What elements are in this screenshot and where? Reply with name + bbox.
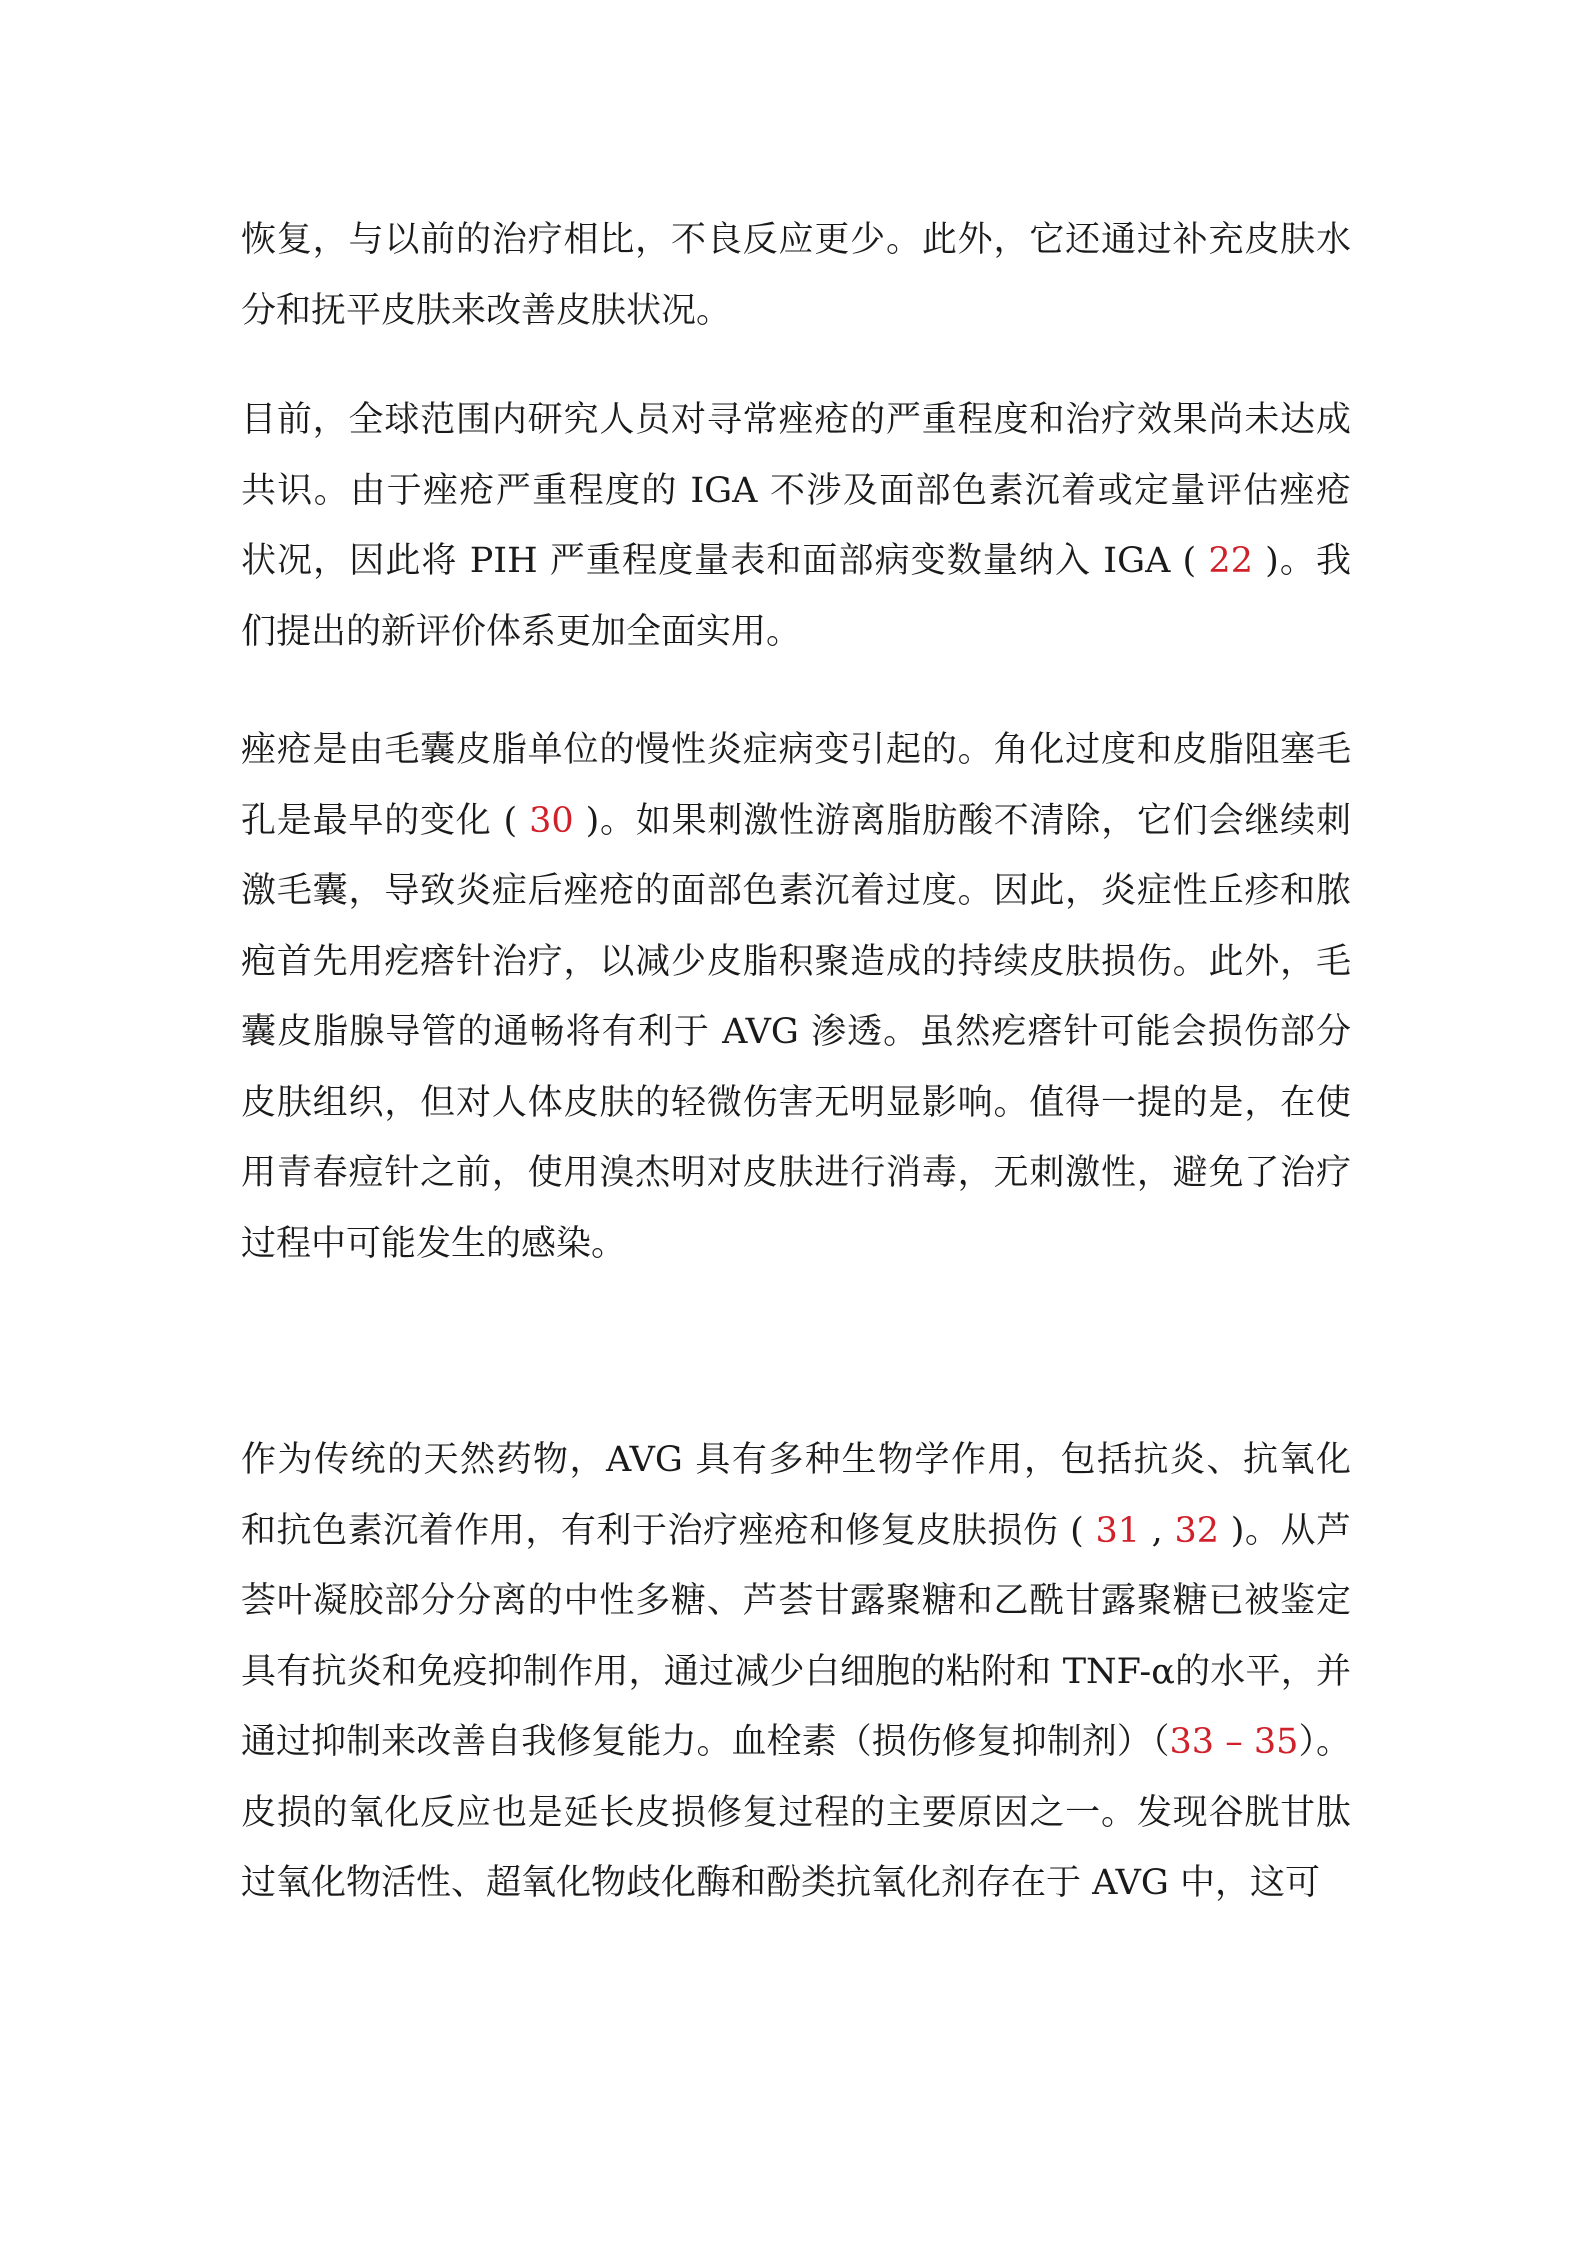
text-segment: 具有抗炎和免疫抑制作用，通过减少白细胞的粘附和 TNF-α的水平，并 — [241, 1651, 1351, 1692]
text-segment: 痤疮是由毛囊皮脂单位的慢性炎症病变引起的。角化过度和皮脂阻塞毛 — [241, 730, 1351, 770]
text-line — [241, 856, 1351, 926]
text-segment: 激毛囊，导致炎症后痤疮的面部色素沉着过度。因此，炎症性丘疹和脓 — [241, 871, 1351, 911]
text-segment: )。如果刺激性游离脂肪酸不清除，它们会继续刺 — [573, 800, 1351, 841]
text-line — [241, 997, 1351, 1067]
text-segment: 皮损的氧化反应也是延长皮损修复过程的主要原因之一。发现谷胱甘肽 — [241, 1792, 1351, 1833]
text-line — [241, 1778, 1351, 1848]
text-segment: 分和抚平皮肤来改善皮肤状况。 — [241, 290, 732, 331]
text-line — [241, 1637, 1351, 1707]
citation-link[interactable]: 32 — [1174, 1510, 1220, 1551]
text-segment: 共识。由于痤疮严重程度的 IGA 不涉及面部色素沉着或定量评估痤疮 — [241, 470, 1351, 511]
text-line — [241, 205, 1351, 275]
citation-link[interactable]: 31 — [1095, 1510, 1141, 1551]
text-segment: 目前，全球范围内研究人员对寻常痤疮的严重程度和治疗效果尚未达成 — [241, 400, 1351, 440]
text-segment: 作为传统的天然药物，AVG 具有多种生物学作用，包括抗炎、抗氧化 — [241, 1440, 1351, 1480]
text-line — [241, 1425, 1351, 1495]
text-line — [241, 456, 1351, 526]
text-segment: 孔是最早的变化 ( — [241, 800, 530, 841]
text-line — [241, 1138, 1351, 1208]
text-segment: )。从芦 — [1219, 1510, 1351, 1551]
text-line — [241, 927, 1351, 997]
text-segment: 和抗色素沉着作用，有利于治疗痤疮和修复皮肤损伤 ( — [241, 1510, 1096, 1551]
text-line — [241, 385, 1351, 455]
text-segment: 疱首先用疙瘩针治疗，以减少皮脂积聚造成的持续皮肤损伤。此外，毛 — [241, 941, 1351, 982]
text-segment: 状况，因此将 PIH 严重程度量表和面部病变数量纳入 IGA ( — [241, 541, 1209, 581]
text-line — [241, 1068, 1351, 1138]
text-line — [241, 526, 1351, 596]
text-line — [241, 597, 1351, 667]
text-segment: 荟叶凝胶部分分离的中性多糖、芦荟甘露聚糖和乙酰甘露聚糖已被鉴定 — [241, 1581, 1351, 1621]
text-segment: , — [1140, 1510, 1175, 1551]
text-line — [241, 276, 1351, 346]
text-line — [241, 1209, 1351, 1279]
citation-link[interactable]: 22 — [1208, 541, 1253, 581]
text-segment: 们提出的新评价体系更加全面实用。 — [241, 611, 802, 652]
text-line — [241, 1848, 1351, 1918]
citation-link[interactable]: 30 — [529, 800, 574, 841]
text-line — [241, 1496, 1351, 1566]
text-line — [241, 1566, 1351, 1636]
citation-link[interactable]: 33 – 35 — [1169, 1722, 1299, 1762]
text-line — [241, 786, 1351, 856]
text-segment: 过氧化物活性、超氧化物歧化酶和酚类抗氧化剂存在于 AVG 中，这可 — [241, 1863, 1321, 1903]
text-segment: )。我 — [1252, 541, 1351, 581]
text-segment: 恢复，与以前的治疗相比，不良反应更少。此外，它还通过补充皮肤水 — [241, 220, 1351, 260]
text-segment: 皮肤组织，但对人体皮肤的轻微伤害无明显影响。值得一提的是，在使 — [241, 1082, 1351, 1123]
text-segment: 用青春痘针之前，使用溴杰明对皮肤进行消毒，无刺激性，避免了治疗 — [241, 1153, 1351, 1193]
text-line — [241, 1707, 1351, 1777]
text-segment: ）。 — [1298, 1722, 1351, 1762]
text-segment: 囊皮脂腺导管的通畅将有利于 AVG 渗透。虽然疙瘩针可能会损伤部分 — [241, 1012, 1351, 1052]
text-segment: 通过抑制来改善自我修复能力。血栓素（损伤修复抑制剂）（ — [241, 1722, 1170, 1762]
text-line — [241, 715, 1351, 785]
text-segment: 过程中可能发生的感染。 — [241, 1223, 627, 1264]
